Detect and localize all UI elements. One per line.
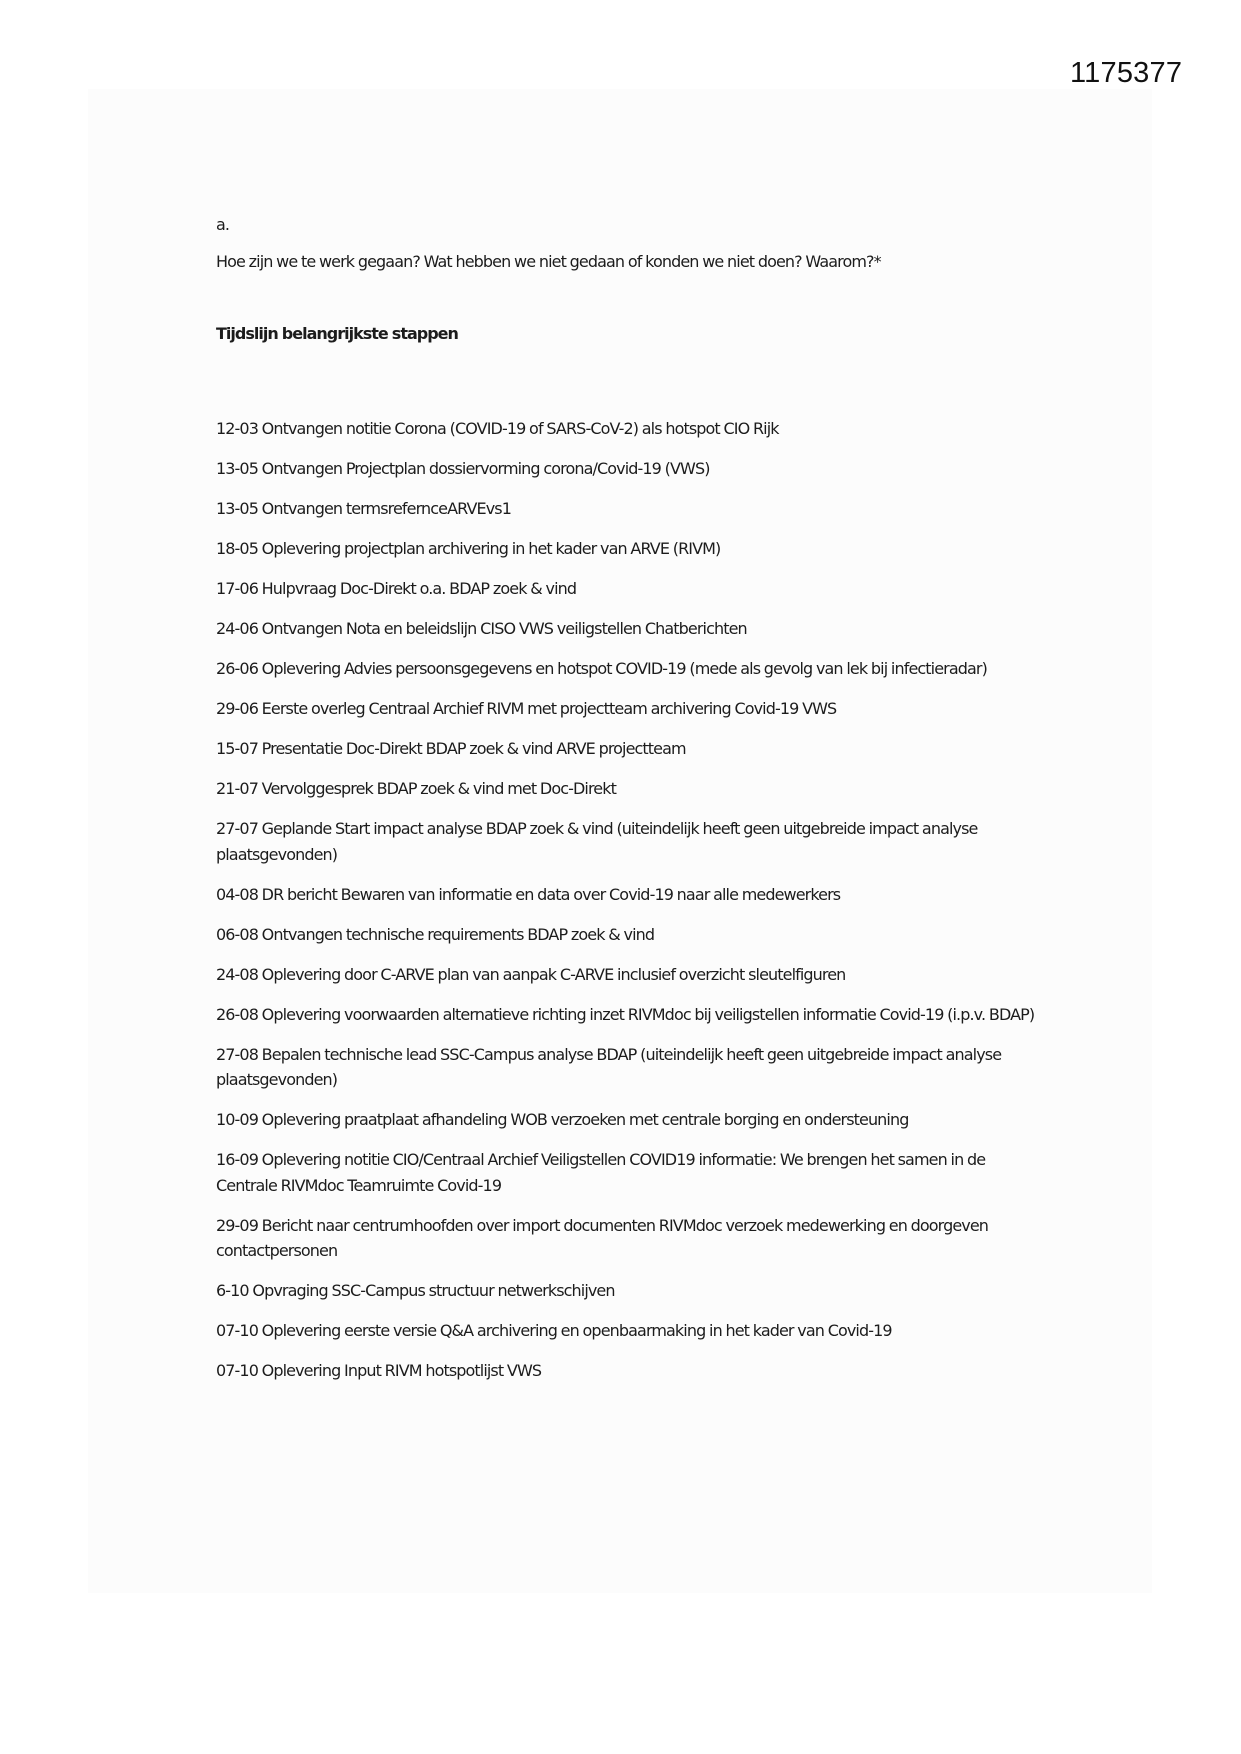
timeline-item: 29-06 Eerste overleg Centraal Archief RIVM met projectteam archivering Covid-19 VWS: [216, 699, 837, 718]
timeline-item: 24-06 Ontvangen Nota en beleidslijn CISO VWS veiligstellen Chatberichten: [216, 619, 747, 638]
timeline-item: 26-06 Oplevering Advies persoonsgegevens en hotspot COVID-19 (mede als gevolg van lek bij infectieradar): [216, 659, 987, 678]
timeline-item: 24-08 Oplevering door C-ARVE plan van aanpak C-ARVE inclusief overzicht sleutelfiguren: [216, 964, 846, 984]
timeline-item: 15-07 Presentatie Doc-Direkt BDAP zoek & vind ARVE projectteam: [216, 739, 686, 758]
timeline-item: 21-07 Vervolggesprek BDAP zoek & vind met Doc-Direkt: [216, 779, 616, 798]
timeline-item: 12-03 Ontvangen notitie Corona (COVID-19 of SARS-CoV-2) als hotspot CIO Rijk: [216, 419, 779, 438]
timeline-item: 27-08 Bepalen technische lead SSC-Campus analyse BDAP (uiteindelijk heeft geen uitgebreide impact analyse plaatsgevonden): [216, 1044, 1002, 1089]
timeline-list: [216, 416, 1036, 1398]
section-label: a.: [216, 215, 230, 234]
timeline-item: 6-10 Opvraging SSC-Campus structuur netwerkschijven: [216, 1281, 615, 1300]
section-question: Hoe zijn we te werk gegaan? Wat hebben we niet gedaan of konden we niet doen? Waarom?*: [216, 252, 881, 271]
timeline-item: 16-09 Oplevering notitie CIO/Centraal Archief Veiligstellen COVID19 informatie: We brengen het samen in de Centrale RIVMdoc Teamruimte Covid-19: [216, 1150, 986, 1195]
timeline-item: 13-05 Ontvangen Projectplan dossiervorming corona/Covid-19 (VWS): [216, 459, 710, 478]
timeline-item: 17-06 Hulpvraag Doc-Direkt o.a. BDAP zoek & vind: [216, 579, 577, 598]
timeline-item: 07-10 Oplevering eerste versie Q&A archivering en openbaarmaking in het kader van Covid-19: [216, 1321, 892, 1340]
timeline-item: 26-08 Oplevering voorwaarden alternatieve richting inzet RIVMdoc bij veiligstellen informatie Covid-19 (i.p.v. BDAP): [216, 1004, 1035, 1024]
timeline-item: 06-08 Ontvangen technische requirements BDAP zoek & vind: [216, 924, 655, 944]
timeline-heading: Tijdslijn belangrijkste stappen: [216, 324, 458, 343]
timeline-item: 29-09 Bericht naar centrumhoofden over import documenten RIVMdoc verzoek medewerking en doorgeven contactpersonen: [216, 1215, 989, 1260]
timeline-item: 07-10 Oplevering Input RIVM hotspotlijst VWS: [216, 1361, 542, 1380]
timeline-item: 04-08 DR bericht Bewaren van informatie en data over Covid-19 naar alle medewerkers: [216, 884, 841, 904]
timeline-item: 18-05 Oplevering projectplan archivering in het kader van ARVE (RIVM): [216, 539, 721, 558]
timeline-item: 27-07 Geplande Start impact analyse BDAP zoek & vind (uiteindelijk heeft geen uitgebreide impact analyse plaatsgevonden): [216, 819, 978, 864]
timeline-item: 10-09 Oplevering praatplaat afhandeling WOB verzoeken met centrale borging en ondersteuning: [216, 1110, 909, 1129]
timeline-item: 13-05 Ontvangen termsrefernceARVEvs1: [216, 499, 512, 518]
document-number: 1175377: [1070, 57, 1183, 89]
